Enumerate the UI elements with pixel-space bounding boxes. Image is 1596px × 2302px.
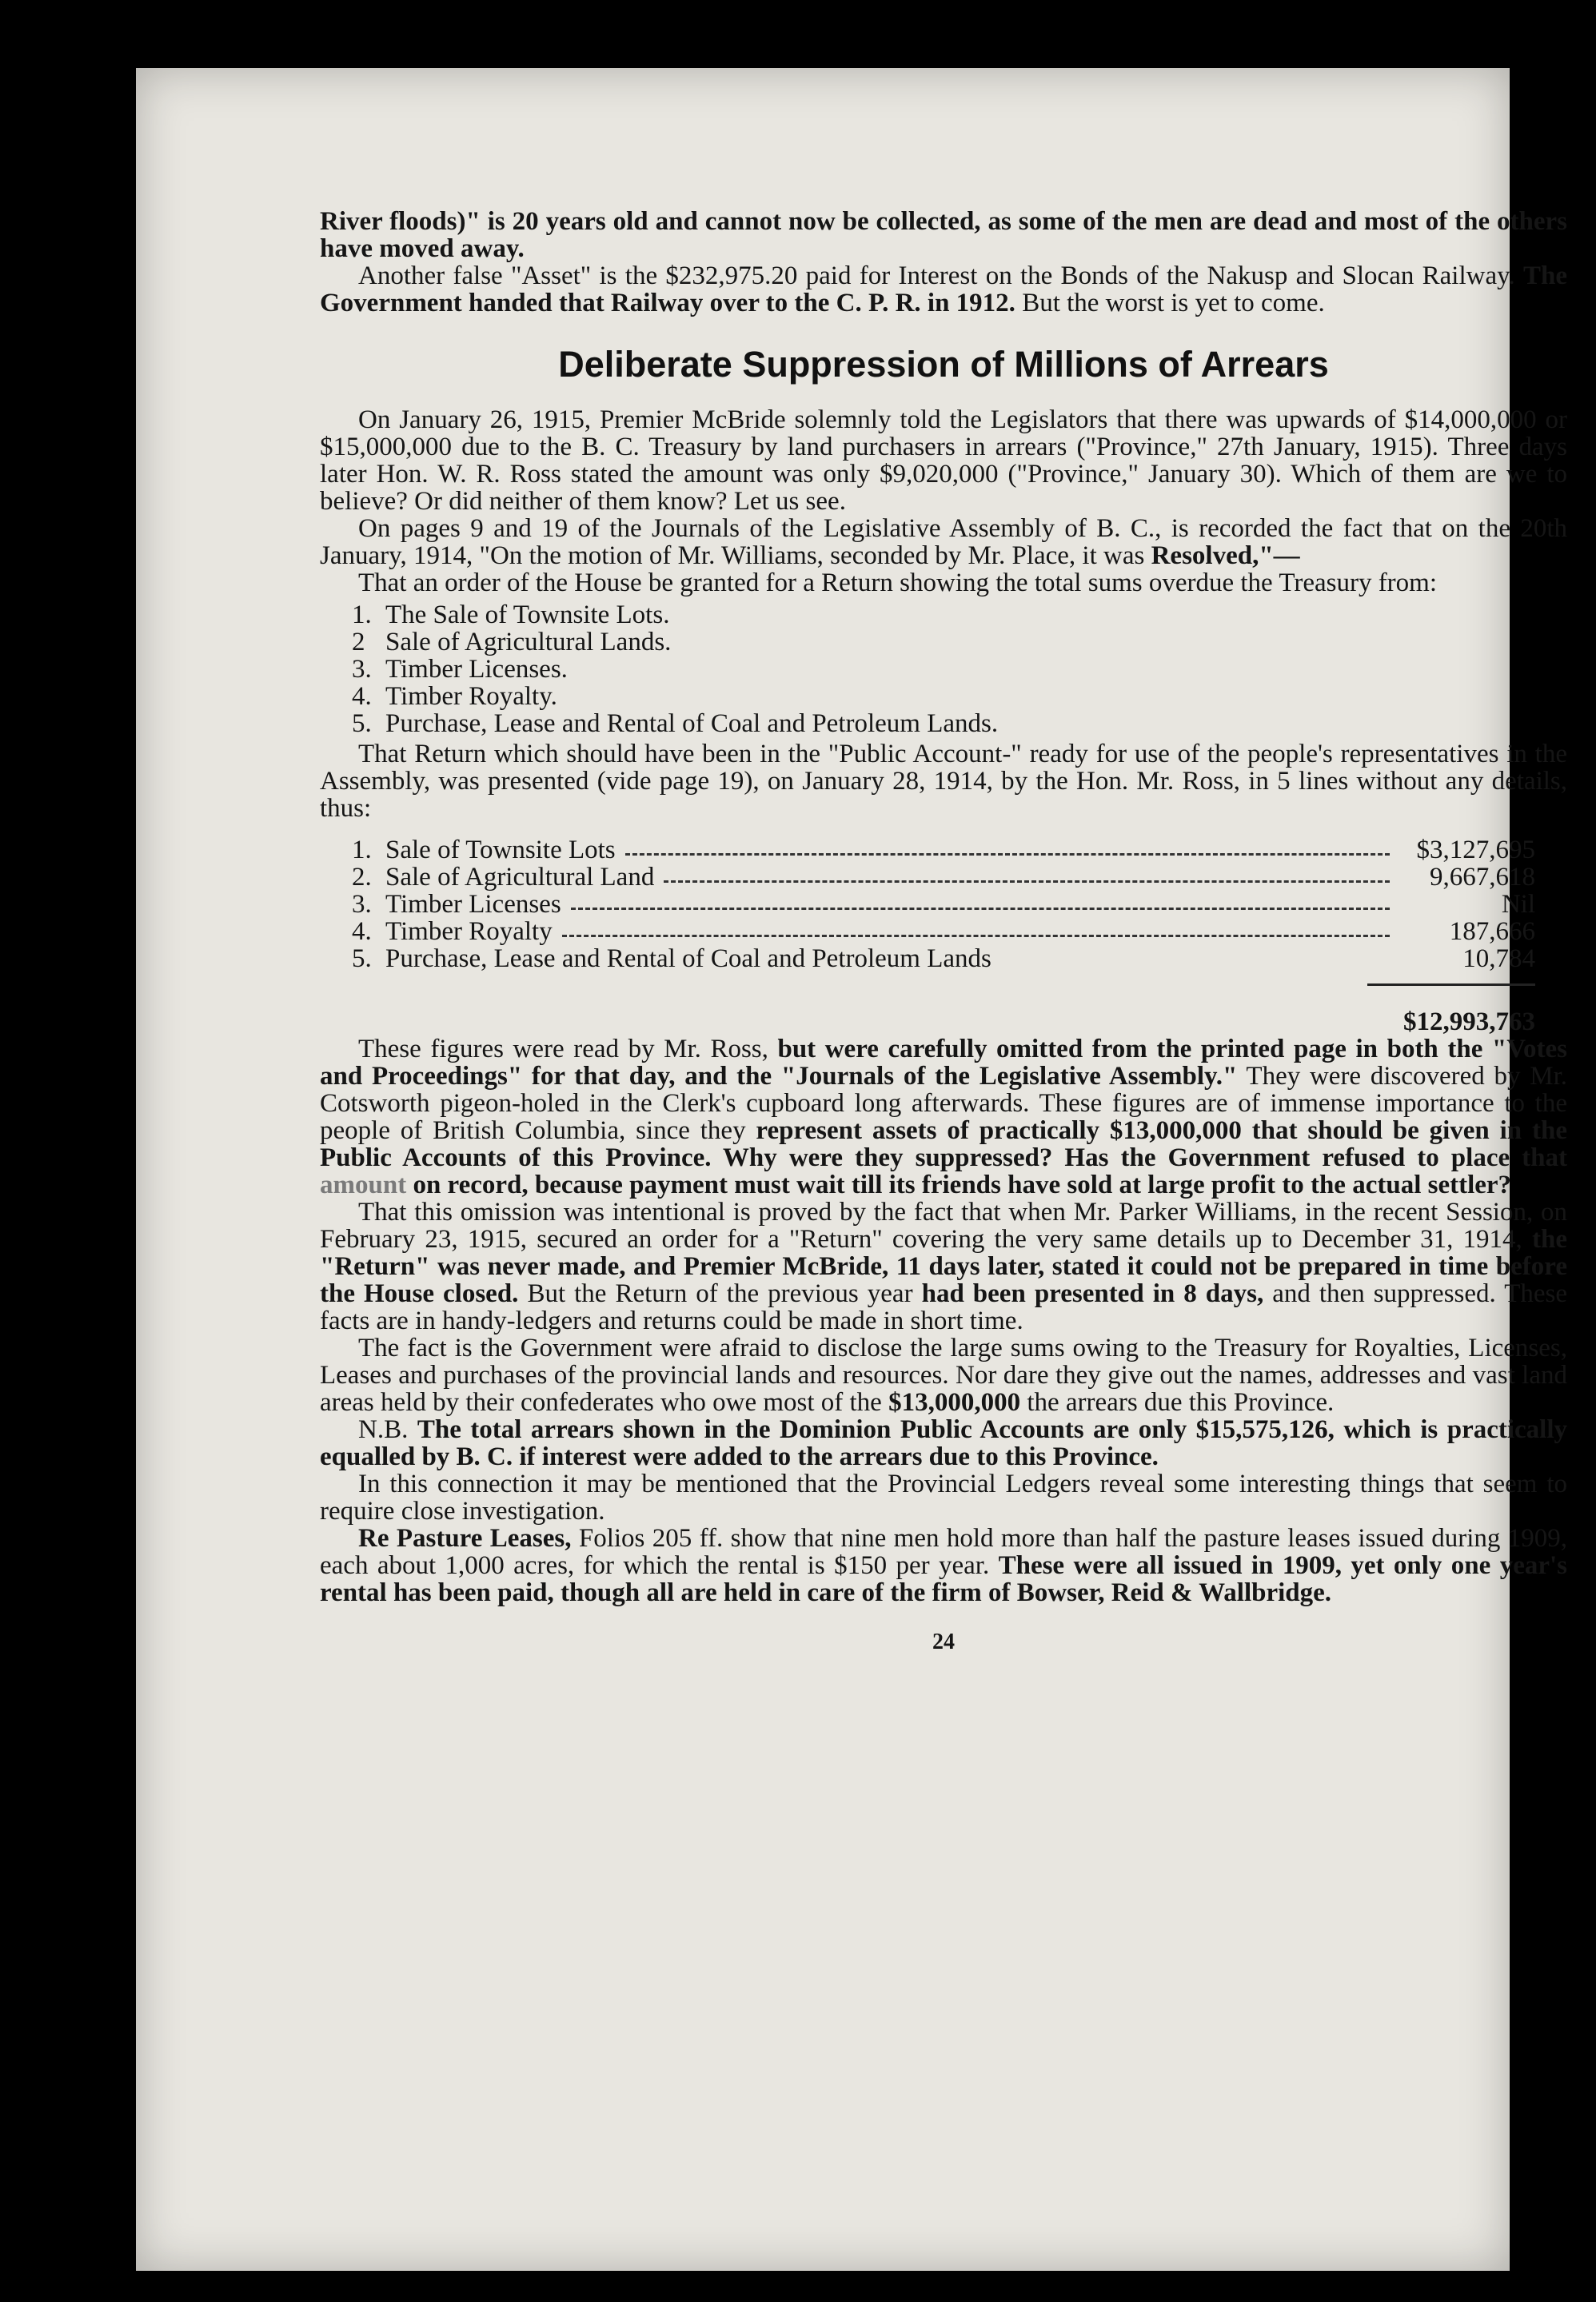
page-number: 24 [932, 1630, 955, 1654]
returns-row [352, 864, 1535, 891]
list-item-number: 2 [352, 628, 365, 656]
list-item [352, 628, 1567, 656]
returns-row-label: Sale of Townsite Lots [385, 836, 616, 864]
paragraph-order: That an order of the House be granted for a Return showing the total sums overdue the Treasury from: [358, 569, 1438, 597]
returns-row-number: 2. [352, 863, 372, 892]
total-rule-line [320, 983, 1535, 986]
list-item [352, 683, 1567, 710]
list-item-text: The Sale of Townsite Lots. [385, 600, 670, 629]
returns-row [352, 836, 1535, 864]
overdue-list [352, 601, 1567, 737]
paragraph-bold-text: represent assets of practically $13,000,000 that should be given in the Public Accounts of this Province. Why were they suppressed? Has the Government refused to place that [320, 1116, 1567, 1172]
list-item-text: Sale of Agricultural Lands. [385, 628, 672, 656]
paragraph-faint-text: amount [320, 1171, 407, 1199]
returns-row-number: 3. [352, 890, 372, 919]
paragraph-bold-text: but were carefully omitted from the printed page in both the "Votes and Proceedings" for that day, and the "Journals of the Legislative Assembly." [320, 1035, 1567, 1091]
paragraph-bold-text: had been presented in 8 days, [921, 1279, 1264, 1308]
paragraph-afraid [320, 1335, 1567, 1416]
paragraph-text: Another false "Asset" is the $232,975.20 paid for Interest on the Bonds of the Nakusp and Slocan Railway. [358, 261, 1523, 290]
paragraph-mcbride: On January 26, 1915, Premier McBride solemnly told the Legislators that there was upwards of $14,000,000 or $15,000,000 due to the B. C. Treasury by land purchasers in arrears ("Province," 27th January, 1915). Three days later Hon. W. R. Ross stated the amount was only $9,020,000 ("Province," January 30). Which of them are we to believe? Or did neither of them know? Let us see. [320, 405, 1567, 516]
list-item [352, 601, 1567, 628]
paragraph-text: But the worst is yet to come. [1015, 289, 1325, 317]
list-item-text: Purchase, Lease and Rental of Coal and Petroleum Lands. [385, 709, 999, 738]
paragraph-ledgers: In this connection it may be mentioned that the Provincial Ledgers reveal some interesting things that seem to require close investigation. [320, 1470, 1567, 1526]
paragraph-bold-text: $13,000,000 [888, 1388, 1021, 1417]
returns-row-value: 10,784 [1462, 944, 1535, 973]
paragraph-figures [320, 1035, 1567, 1199]
paragraph-text: They were discovered by Mr. Cotsworth pigeon-holed in the Clerk's cupboard long afterwards. These figures are of immense importance to the people of British Columbia, since they [320, 1062, 1567, 1145]
returns-row-label: Purchase, Lease and Rental of Coal and Petroleum Lands [385, 944, 992, 973]
paragraph-omission [320, 1199, 1567, 1335]
paragraph-text: Folios 205 ff. show that nine men hold more than half the pasture leases issued during 1909, each about 1,000 acres, for which the rental is $150 per year. [320, 1524, 1567, 1580]
returns-row-value: 9,667,618 [1430, 863, 1535, 892]
document-page [136, 68, 1568, 2271]
returns-row-value: 187,666 [1449, 917, 1535, 946]
list-item-number: 5. [352, 709, 372, 738]
paragraph-journals [320, 515, 1567, 569]
returns-row-label: Timber Royalty [385, 917, 553, 946]
dot-leader [571, 908, 1390, 910]
list-item-text: Timber Licenses. [385, 655, 568, 684]
paragraph-text: River floods)" is 20 years old and cannot now be collected, as some of the men are dead and most of the others have moved away. [320, 207, 1567, 263]
paragraph-text: N.B. [358, 1415, 417, 1444]
section-heading: Deliberate Suppression of Millions of Arrears [558, 344, 1329, 385]
list-item-number: 4. [352, 682, 372, 711]
paragraph-bold-text: the "Return" was never made, and Premier McBride, 11 days later, stated it could not be prepared in time before the House closed. [320, 1225, 1567, 1308]
paragraph-bold-text: on record, because payment must wait till its friends have sold at large profit to the actual settler? [406, 1171, 1512, 1199]
dot-leader [664, 880, 1390, 883]
returns-row-label: Timber Licenses [385, 890, 561, 919]
paragraph-text: The fact is the Government were afraid to disclose the large sums owing to the Treasury for Royalties, Licenses, Leases and purchases of the provincial lands and resources. Nor dare they give out the names, addresses and vast land areas held by their confederates who owe most of the [320, 1334, 1567, 1417]
paragraph-text: and then suppressed. These facts are in handy-ledgers and returns could be made in short time. [320, 1279, 1567, 1335]
returns-total [320, 1008, 1535, 1035]
returns-row [352, 945, 1535, 972]
paragraph-bold-text: The Government handed that Railway over to the C. P. R. in 1912. [320, 261, 1567, 317]
paragraph-text: That this omission was intentional is proved by the fact that when Mr. Parker Williams, in the recent Session, on February 23, 1915, secured an order for a "Return" covering the very same details up to December 31, 1914, [320, 1198, 1567, 1254]
paragraph-text: the arrears due this Province. [1020, 1388, 1335, 1417]
list-item-text: Timber Royalty. [385, 682, 557, 711]
returns-row-number: 4. [352, 917, 372, 946]
paragraph-return: That Return which should have been in the "Public Account-" ready for use of the people's representatives in the Assembly, was presented (vide page 19), on January 28, 1914, by the Hon. Mr. Ross, in 5 lines without any details, thus: [320, 740, 1567, 823]
list-item-number: 1. [352, 600, 372, 629]
paragraph-text: But the Return of the previous year [518, 1279, 922, 1308]
paragraph-false-asset [320, 262, 1567, 317]
list-item [352, 710, 1567, 737]
returns-row [352, 891, 1535, 918]
returns-total-value: $12,993,763 [1403, 1007, 1535, 1036]
returns-row [352, 918, 1535, 945]
returns-row-number: 1. [352, 836, 372, 864]
returns-row-value: $3,127,695 [1416, 836, 1535, 864]
paragraph-nb [320, 1416, 1567, 1470]
dot-leader [625, 853, 1390, 856]
paragraph-bold-text: These were all issued in 1909, yet only one year's rental has been paid, though all are held in care of the firm of Bowser, Reid & Wallbridge. [320, 1551, 1568, 1607]
paragraph-text: These figures were read by Mr. Ross, [358, 1035, 778, 1063]
returns-row-number: 5. [352, 944, 372, 973]
page-content [320, 208, 1567, 1656]
paragraph-pasture-leases [320, 1525, 1567, 1606]
list-item [352, 656, 1567, 683]
paragraph-bold-text: Re Pasture Leases, [358, 1524, 572, 1553]
paragraph-bold-text: Resolved,"— [1151, 541, 1300, 570]
returns-row-value: Nil [1501, 890, 1535, 919]
total-rule [1367, 983, 1535, 986]
paragraph-river-floods [320, 208, 1567, 262]
dot-leader [562, 935, 1390, 937]
list-item-number: 3. [352, 655, 372, 684]
paragraph-bold-text: The total arrears shown in the Dominion Public Accounts are only $15,575,126, which is practically equalled by B. C. if interest were added to the arrears due to this Province. [320, 1415, 1568, 1471]
paragraph-text: On pages 9 and 19 of the Journals of the Legislative Assembly of B. C., is recorded the fact that on the 20th January, 1914, "On the motion of Mr. Williams, seconded by Mr. Place, it was [320, 514, 1567, 570]
returns-table [352, 836, 1535, 972]
returns-row-label: Sale of Agricultural Land [385, 863, 655, 892]
